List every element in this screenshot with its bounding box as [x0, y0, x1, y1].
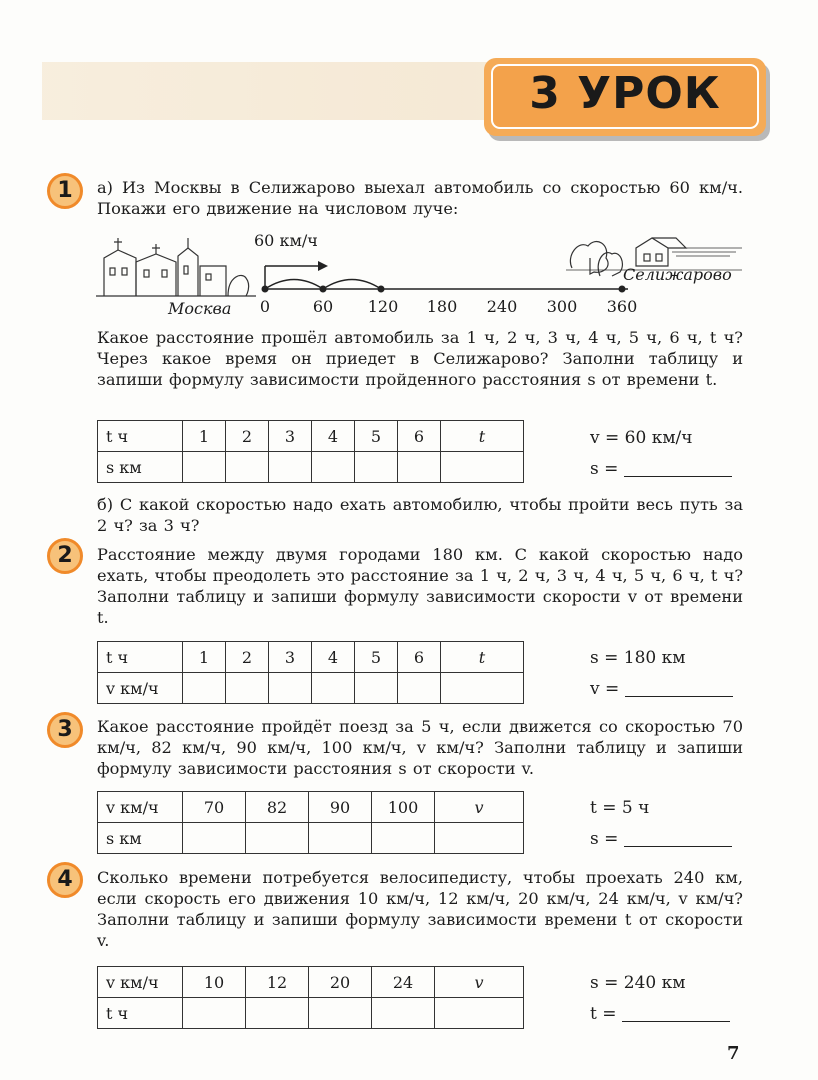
table-cell: 1 [183, 642, 226, 673]
answer-cell[interactable] [226, 673, 269, 704]
table-cell: 4 [312, 642, 355, 673]
answer-line[interactable] [624, 476, 732, 477]
formula-label: t = [590, 1004, 617, 1024]
formula-label: s = [590, 829, 619, 849]
jump-arc-1 [265, 280, 323, 290]
task1-part-b: б) С какой скоростью надо ехать автомобилю, чтобы пройти весь путь за 2 ч? за 3 ч? [97, 495, 743, 535]
speed-label: 60 км/ч [254, 231, 318, 250]
lesson-badge [484, 58, 766, 136]
task2-formula[interactable] [590, 679, 733, 699]
table-row [98, 673, 524, 704]
table-cell: 3 [269, 421, 312, 452]
table-row-head: v км/ч [98, 967, 183, 998]
task4-formula[interactable] [590, 1004, 730, 1024]
table-row-head: t ч [98, 998, 183, 1029]
table-row [98, 967, 524, 998]
task4-given: s = 240 км [590, 973, 686, 993]
task-number-1: 1 [47, 173, 83, 209]
answer-line[interactable] [625, 696, 733, 697]
table-row-head: t ч [98, 642, 183, 673]
task1-given: v = 60 км/ч [590, 428, 693, 448]
table-cell: 82 [246, 792, 309, 823]
answer-cell[interactable] [355, 673, 398, 704]
answer-line[interactable] [622, 1021, 730, 1022]
task1-question: Какое расстояние прошёл автомобиль за 1 ч, 2 ч, 3 ч, 4 ч, 5 ч, 6 ч, t ч? Через какое время он приедет в Селижарово? Заполни таблицу и запиши формулу зависимости пройденного расстояния s от времени t. [97, 328, 743, 389]
task-number-3: 3 [47, 712, 83, 748]
answer-cell[interactable] [355, 452, 398, 483]
answer-cell[interactable] [246, 998, 309, 1029]
task-number-4: 4 [47, 862, 83, 898]
answer-cell[interactable] [441, 452, 524, 483]
task1-part-a: а) Из Москвы в Селижарово выехал автомобиль со скоростью 60 км/ч. Покажи его движение на числовом луче: [97, 178, 743, 218]
table-cell: 2 [226, 421, 269, 452]
table-cell: 90 [309, 792, 372, 823]
task4-table [97, 966, 524, 1029]
answer-cell[interactable] [183, 998, 246, 1029]
jump-arc-2 [323, 280, 381, 290]
task3-table [97, 791, 524, 854]
answer-cell[interactable] [312, 673, 355, 704]
tick-label-120: 120 [367, 297, 399, 316]
table-row-head: v км/ч [98, 673, 183, 704]
table-row [98, 792, 524, 823]
answer-line[interactable] [624, 846, 732, 847]
table-cell: 70 [183, 792, 246, 823]
formula-label: s = [590, 459, 619, 479]
table-row [98, 823, 524, 854]
formula-label: v = [590, 679, 620, 699]
table-cell: 6 [398, 642, 441, 673]
answer-cell[interactable] [435, 823, 524, 854]
table-cell: 5 [355, 421, 398, 452]
answer-cell[interactable] [441, 673, 524, 704]
task2-table [97, 641, 524, 704]
answer-cell[interactable] [183, 452, 226, 483]
table-row [98, 998, 524, 1029]
tick-label-300: 300 [546, 297, 578, 316]
answer-cell[interactable] [269, 452, 312, 483]
answer-cell[interactable] [398, 673, 441, 704]
task2-text: Расстояние между двумя городами 180 км. С какой скоростью надо ехать, чтобы преодолеть это расстояние за 1 ч, 2 ч, 3 ч, 4 ч, 5 ч, 6 ч, t ч? Заполни таблицу и запиши формулу зависимости скорости v от времени t. [97, 545, 743, 627]
task3-given: t = 5 ч [590, 798, 650, 818]
task3-formula[interactable] [590, 829, 732, 849]
tick-label-0: 0 [259, 297, 271, 316]
table-cell: 6 [398, 421, 441, 452]
selizharovo-label: Селижарово [623, 265, 732, 284]
moscow-buildings-illustration [96, 238, 256, 296]
table-cell: 10 [183, 967, 246, 998]
answer-cell[interactable] [309, 998, 372, 1029]
ray-point-360 [619, 286, 626, 293]
table-row-head: t ч [98, 421, 183, 452]
answer-cell[interactable] [246, 823, 309, 854]
task3-text: Какое расстояние пройдёт поезд за 5 ч, если движется со скоростью 70 км/ч, 82 км/ч, 90 км/ч, 100 км/ч, v км/ч? Заполни таблицу и запиши формулу зависимости расстояния s от скорости v. [97, 717, 743, 778]
answer-cell[interactable] [183, 673, 226, 704]
answer-cell[interactable] [183, 823, 246, 854]
table-row [98, 642, 524, 673]
table-cell: 1 [183, 421, 226, 452]
answer-cell[interactable] [372, 823, 435, 854]
answer-cell[interactable] [435, 998, 524, 1029]
table-cell: 3 [269, 642, 312, 673]
tick-label-180: 180 [426, 297, 458, 316]
lesson-title: 3 УРОК [529, 68, 721, 119]
answer-cell[interactable] [269, 673, 312, 704]
task-number-2: 2 [47, 538, 83, 574]
task4-text: Сколько времени потребуется велосипедисту, чтобы проехать 240 км, если скорость его движения 10 км/ч, 12 км/ч, 20 км/ч, 24 км/ч, v км/ч? Заполни таблицу и запиши формулу зависимости времени t от скорости v. [97, 868, 743, 950]
ray-point-120 [378, 286, 385, 293]
ray-point-60 [320, 286, 327, 293]
table-cell: 100 [372, 792, 435, 823]
tick-label-60: 60 [312, 297, 334, 316]
answer-cell[interactable] [309, 823, 372, 854]
table-cell: 5 [355, 642, 398, 673]
answer-cell[interactable] [398, 452, 441, 483]
answer-cell[interactable] [372, 998, 435, 1029]
answer-cell[interactable] [226, 452, 269, 483]
table-row-head: s км [98, 452, 183, 483]
table-cell: 24 [372, 967, 435, 998]
moscow-label: Москва [168, 299, 232, 318]
ray-point-0 [262, 286, 269, 293]
table-cell: v [435, 792, 524, 823]
table-row-head: v км/ч [98, 792, 183, 823]
table-row-head: s км [98, 823, 183, 854]
task1-table [97, 420, 524, 483]
table-row [98, 452, 524, 483]
table-cell: 12 [246, 967, 309, 998]
answer-cell[interactable] [312, 452, 355, 483]
table-cell: 4 [312, 421, 355, 452]
tick-label-240: 240 [486, 297, 518, 316]
task2-given: s = 180 км [590, 648, 686, 668]
table-cell: 20 [309, 967, 372, 998]
table-cell: v [435, 967, 524, 998]
table-cell: 2 [226, 642, 269, 673]
table-cell: t [441, 642, 524, 673]
page-number: 7 [727, 1043, 740, 1064]
table-row [98, 421, 524, 452]
table-cell: t [441, 421, 524, 452]
number-ray-figure [96, 228, 746, 318]
task1-formula[interactable] [590, 459, 732, 479]
tick-label-360: 360 [606, 297, 638, 316]
